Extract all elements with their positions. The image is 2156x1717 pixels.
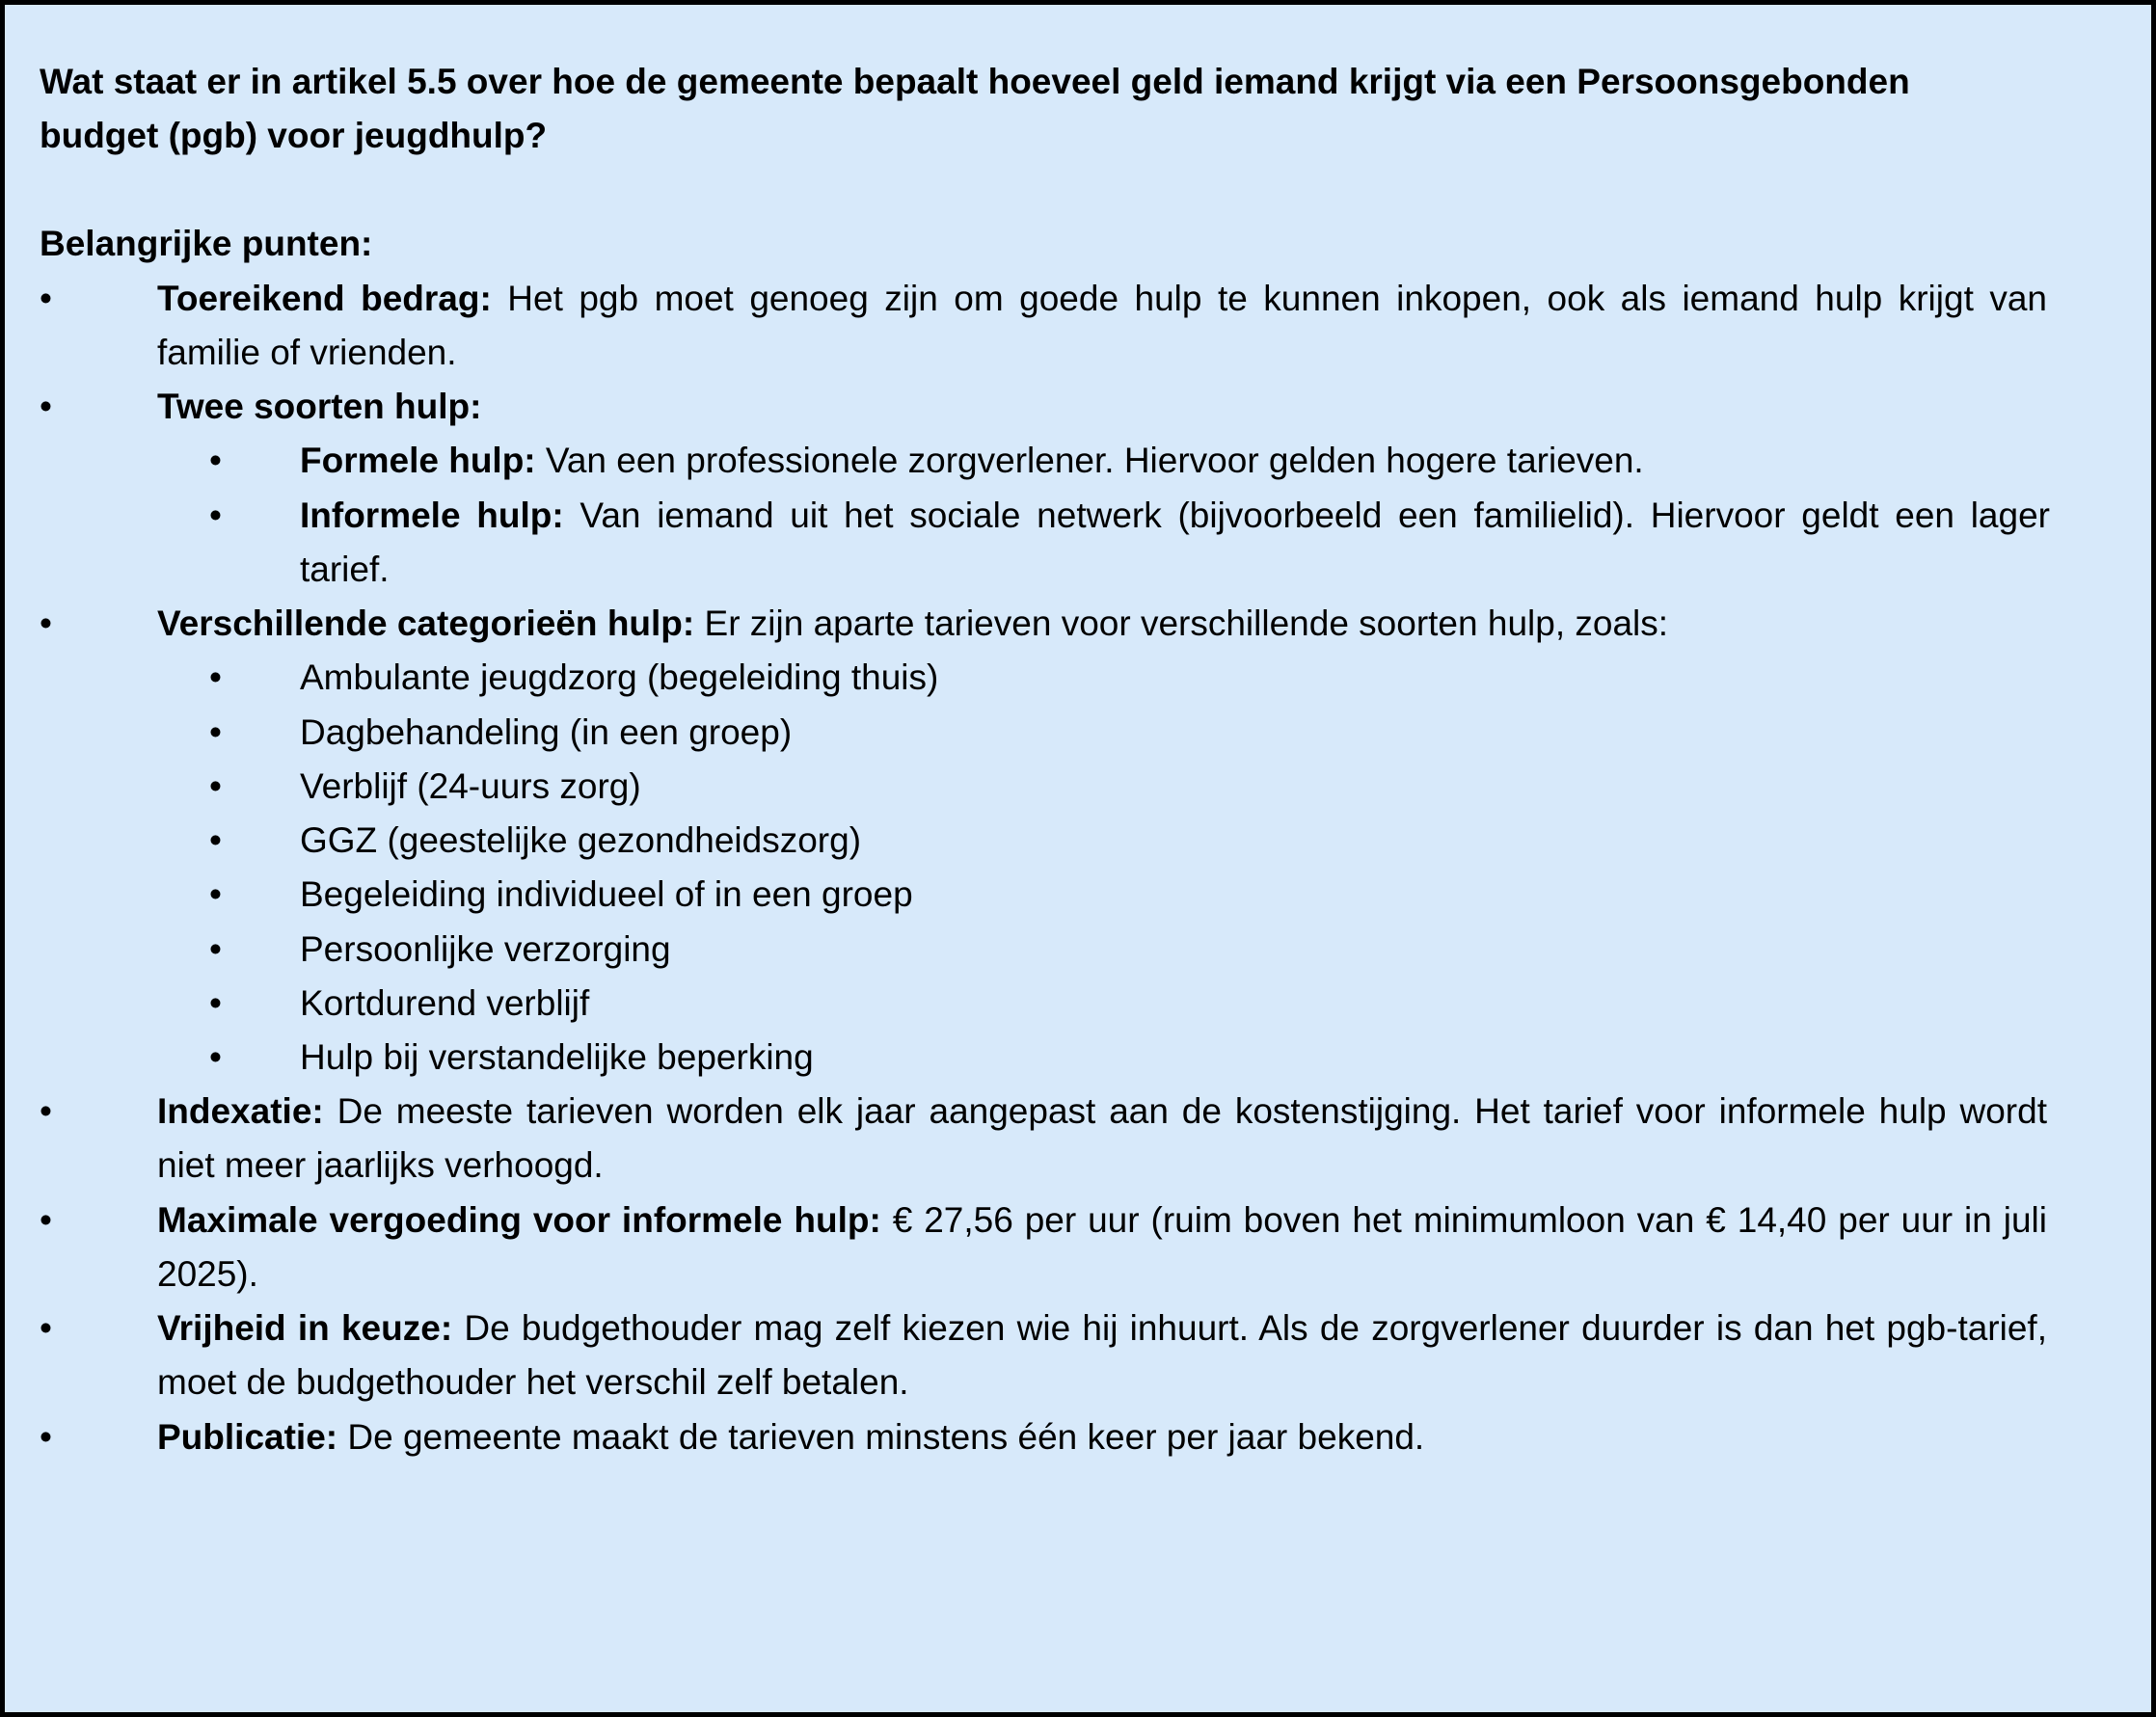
list-item-text: Kortdurend verblijf <box>300 982 590 1023</box>
bullet-icon: • <box>209 711 222 752</box>
bullet-icon: • <box>209 441 222 481</box>
list-item-text <box>157 1410 2047 1464</box>
list-item-categorie <box>40 868 2095 922</box>
bullet-icon: • <box>209 928 222 969</box>
heading-spacer <box>40 163 2095 217</box>
list-item-text: Hulp bij verstandelijke beperking <box>300 1036 814 1077</box>
list-item-text: GGZ (geestelijke gezondheidszorg) <box>300 820 862 861</box>
bullet-icon: • <box>209 657 222 698</box>
bullet-icon: • <box>209 874 222 915</box>
list-item-publicatie <box>40 1410 2095 1464</box>
section-label-belangrijke-punten: Belangrijke punten: <box>40 224 373 264</box>
list-item-text <box>157 1194 2047 1301</box>
list-item-term: Toereikend bedrag: <box>157 278 492 318</box>
twee-soorten-sublist <box>40 434 2095 597</box>
list-item-text <box>157 1301 2047 1409</box>
page-title: Wat staat er in artikel 5.5 over hoe de gemeente bepaalt hoeveel geld iemand krijgt via een Persoonsgebonden budget (pgb) voor jeugdhulp? <box>40 62 1910 156</box>
list-item-text <box>157 597 2047 651</box>
bullet-icon: • <box>40 278 52 318</box>
bullet-icon: • <box>209 982 222 1023</box>
bullet-icon: • <box>209 495 222 535</box>
list-item-categorie <box>40 923 2095 977</box>
list-item-informele-hulp <box>40 489 2095 597</box>
list-item-text: Persoonlijke verzorging <box>300 928 671 969</box>
list-item-categorie <box>40 706 2095 760</box>
list-item-text: Ambulante jeugdzorg (begeleiding thuis) <box>300 657 939 698</box>
list-item-body: € 27,56 per uur (ruim boven het minimumloon van € 14,40 per uur in juli 2025). <box>157 1199 2047 1294</box>
list-item-body: Het pgb moet genoeg zijn om goede hulp te kunnen inkopen, ook als iemand hulp krijgt van familie of vrienden. <box>157 278 2047 372</box>
list-item-term: Formele hulp: <box>300 441 536 481</box>
list-item-text: Dagbehandeling (in een groep) <box>300 711 793 752</box>
list-item-categorie <box>40 1031 2095 1085</box>
list-item-body: De gemeente maakt de tarieven minstens één keer per jaar bekend. <box>337 1416 1425 1457</box>
list-item-maximale-vergoeding <box>40 1194 2095 1301</box>
document-body <box>40 55 2095 1464</box>
list-item-term: Maximale vergoeding voor informele hulp: <box>157 1199 881 1240</box>
list-item-verschillende-categorieen <box>40 597 2095 651</box>
categorie-sublist <box>40 651 2095 1085</box>
bullet-icon: • <box>40 604 52 644</box>
list-item-text <box>157 272 2047 380</box>
list-item-vrijheid-in-keuze <box>40 1301 2095 1409</box>
list-item-term: Informele hulp: <box>300 495 564 535</box>
list-item-term: Verschillende categorieën hulp: <box>157 604 695 644</box>
list-item-toereikend-bedrag <box>40 272 2095 380</box>
bullet-icon: • <box>209 765 222 806</box>
bullet-icon: • <box>40 1199 52 1240</box>
list-item-indexatie <box>40 1085 2095 1193</box>
list-item-term: Vrijheid in keuze: <box>157 1308 453 1349</box>
list-item-categorie <box>40 977 2095 1031</box>
list-item-text: Begeleiding individueel of in een groep <box>300 874 913 915</box>
list-item-term: Twee soorten hulp: <box>157 387 482 427</box>
bullet-icon: • <box>40 1091 52 1132</box>
list-item-categorie <box>40 814 2095 868</box>
list-item-body: Van iemand uit het sociale netwerk (bijvoorbeeld een familielid). Hiervoor geldt een lager tarief. <box>300 495 2050 589</box>
list-item-body: Er zijn aparte tarieven voor verschillende soorten hulp, zoals: <box>694 604 1669 644</box>
list-item-body: Van een professionele zorgverlener. Hiervoor gelden hogere tarieven. <box>535 441 1644 481</box>
list-item-text <box>157 380 2047 434</box>
list-item-categorie <box>40 760 2095 814</box>
list-item-twee-soorten-hulp <box>40 380 2095 434</box>
list-item-text <box>300 489 2050 597</box>
twee-soorten-sublist-wrapper <box>40 434 2095 597</box>
list-item-text: Verblijf (24-uurs zorg) <box>300 765 641 806</box>
bullet-icon: • <box>40 1308 52 1349</box>
list-item-text <box>300 434 2050 488</box>
bullet-icon: • <box>209 820 222 861</box>
key-points-list <box>40 272 2095 1464</box>
categorie-sublist-wrapper <box>40 651 2095 1085</box>
list-item-term: Indexatie: <box>157 1091 324 1132</box>
list-item-formele-hulp <box>40 434 2095 488</box>
bullet-icon: • <box>40 1416 52 1457</box>
list-item-term: Publicatie: <box>157 1416 338 1457</box>
list-item-body: De meeste tarieven worden elk jaar aangepast aan de kostenstijging. Het tarief voor informele hulp wordt niet meer jaarlijks verhoogd. <box>157 1091 2047 1186</box>
bullet-icon: • <box>40 387 52 427</box>
list-item-text <box>157 1085 2047 1193</box>
bullet-icon: • <box>209 1036 222 1077</box>
list-item-categorie <box>40 651 2095 705</box>
list-item-body: De budgethouder mag zelf kiezen wie hij inhuurt. Als de zorgverlener duurder is dan het pgb-tarief, moet de budgethouder het verschil zelf betalen. <box>157 1308 2047 1403</box>
